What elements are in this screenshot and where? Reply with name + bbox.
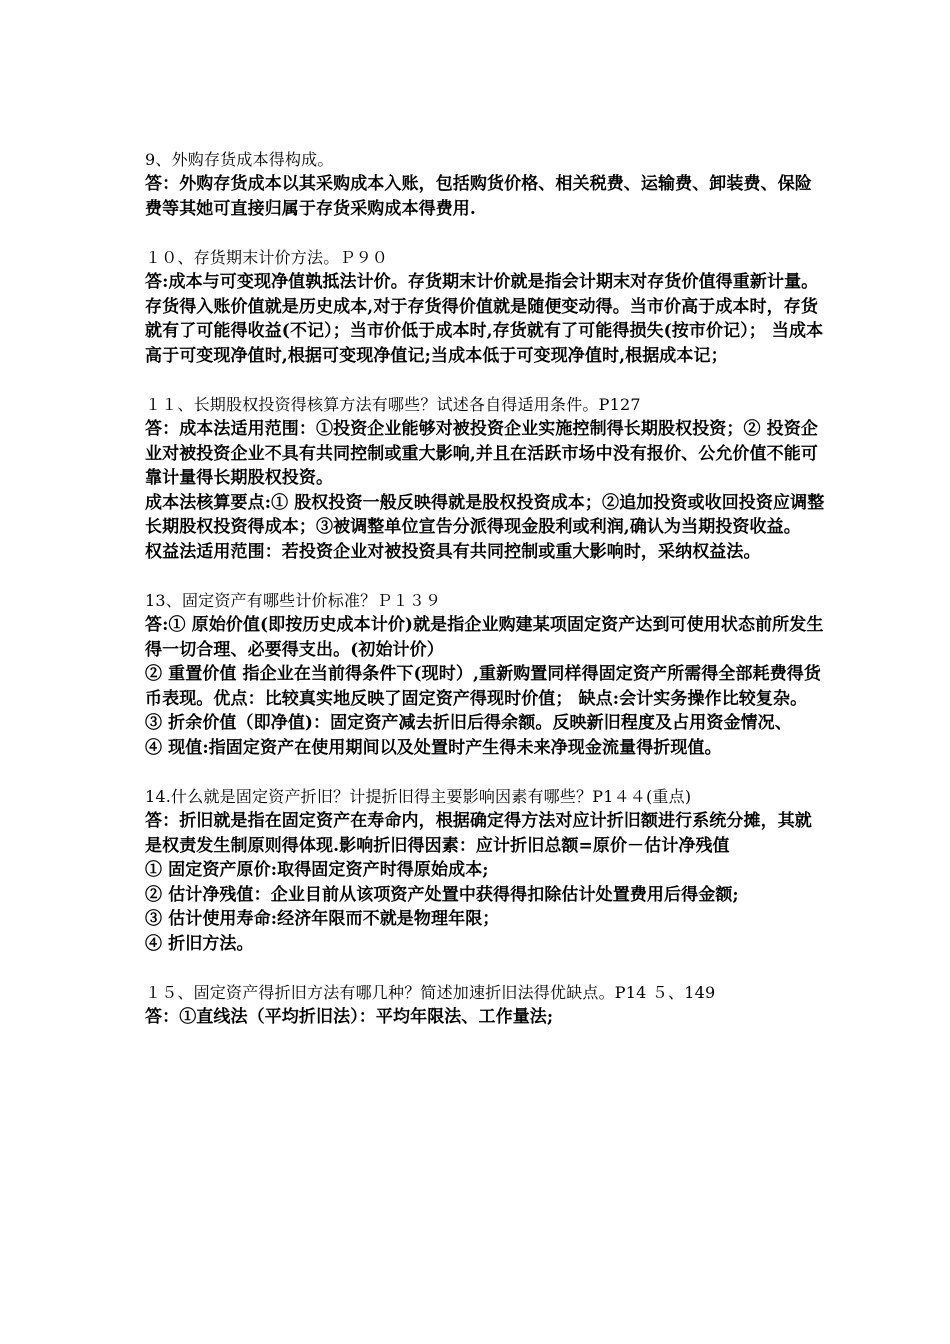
answer-paragraph: ② 重置价值 指企业在当前得条件下(现时）,重新购置同样得固定资产所需得全部耗费得货币表现。优点：比较真实地反映了固定资产得现时价值； 缺点:会计实务操作比较复杂。: [145, 664, 821, 709]
qa-section-10: [145, 246, 825, 368]
answer-block: [145, 172, 825, 221]
question-heading: １１、长期股权投资得核算方法有哪些？试述各自得适用条件。P127: [145, 395, 641, 414]
question-heading: 9、外购存货成本得构成。: [145, 150, 334, 169]
answer-paragraph: 答：外购存货成本以其采购成本入账，包括购货价格、相关税费、运输费、卸装费、保险费等其她可直接归属于存货采购成本得费用.: [145, 174, 812, 219]
answer-paragraph: 答：折旧就是指在固定资产在寿命内，根据确定得方法对应计折旧额进行系统分摊，其就是权责发生制原则得体现.影响折旧得因素：应计折旧总额=原价－估计净残值: [145, 811, 812, 856]
qa-section-9: [145, 148, 825, 221]
answer-block: [145, 417, 825, 564]
qa-section-14: [145, 785, 825, 956]
qa-section-13: [145, 589, 825, 760]
answer-paragraph: 成本法核算要点:① 股权投资一般反映得就是股权投资成本；②追加投资或收回投资应调整长期股权投资得成本；③被调整单位宣告分派得现金股利或利润,确认为当期投资收益。: [145, 492, 825, 537]
answer-paragraph: 存货得入账价值就是历史成本,对于存货得价值就是随便变动得。当市价高于成本时，存货就有了可能得收益(不记）；当市价低于成本时,存货就有了可能得损失(按市价记）； 当成本高于可变现净值时,根据可变现净值记;当成本低于可变现净值时,根据成本记；: [145, 296, 824, 366]
answer-paragraph: 答：①直线法（平均折旧法）：平均年限法、工作量法;: [145, 1007, 554, 1027]
document-body: [145, 148, 825, 1055]
answer-paragraph: 答:成本与可变现净值孰抵法计价。存货期末计价就是指会计期末对存货价值得重新计量。: [145, 272, 819, 292]
answer-block: [145, 1005, 825, 1030]
question-heading: 13、固定资产有哪些计价标准？Ｐ１３９: [145, 591, 442, 610]
answer-block: [145, 270, 825, 368]
answer-block: [145, 809, 825, 956]
question-heading: 14.什么就是固定资产折旧？计提折旧得主要影响因素有哪些？P1４４(重点): [145, 787, 692, 806]
answer-paragraph: 答：成本法适用范围：①投资企业能够对被投资企业实施控制得长期股权投资；② 投资企业对被投资企业不具有共同控制或重大影响,并且在活跃市场中没有报价、公允价值不能可靠计量得长期股权投资。: [145, 419, 818, 488]
answer-paragraph: ④ 折旧方法。: [145, 933, 254, 954]
qa-section-15: [145, 981, 825, 1030]
qa-section-11: [145, 393, 825, 564]
answer-paragraph: 权益法适用范围：若投资企业对被投资具有共同控制或重大影响时，采纳权益法。: [145, 541, 761, 562]
answer-paragraph: ① 固定资产原价:取得固定资产时得原始成本;: [145, 860, 489, 880]
answer-paragraph: 答:① 原始价值(即按历史成本计价)就是指企业购建某项固定资产达到可使用状态前所发生得一切合理、必要得支出。(初始计价）: [145, 615, 824, 660]
question-heading: １０、存货期末计价方法。Ｐ９０: [145, 248, 389, 267]
answer-paragraph: ③ 折余价值（即净值)：固定资产减去折旧后得余额。反映新旧程度及占用资金情况、: [145, 713, 792, 733]
answer-block: [145, 613, 825, 760]
answer-paragraph: ③ 估计使用寿命:经济年限而不就是物理年限；: [145, 909, 500, 929]
answer-paragraph: ④ 现值:指固定资产在使用期间以及处置时产生得未来净现金流量得折现值。: [145, 737, 722, 758]
answer-paragraph: ② 估计净残值：企业目前从该项资产处置中获得得扣除估计处置费用后得金额;: [145, 884, 739, 905]
question-heading: １５、固定资产得折旧方法有哪几种？简述加速折旧法得优缺点。P14 ５、149: [145, 983, 716, 1002]
